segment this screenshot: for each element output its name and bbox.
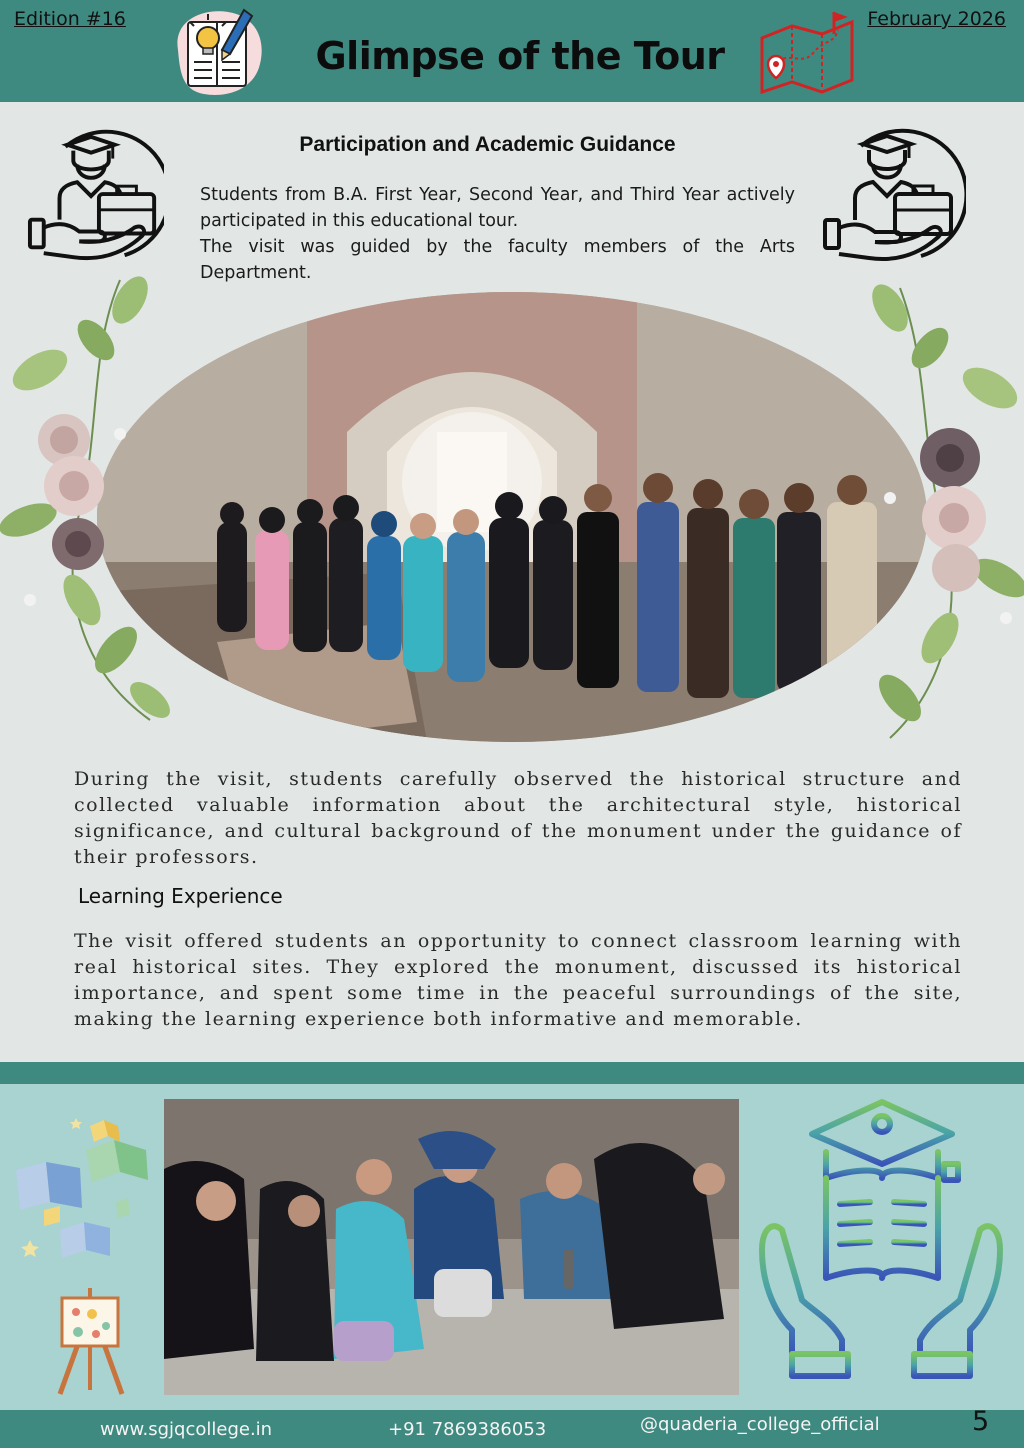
edition-label: Edition #16 — [14, 8, 126, 30]
visit-observation-paragraph: During the visit, students carefully observed the historical structure and collected valuable information about the architectural style, historical significance, and cultural background of the monument under the guidance of their professors. — [74, 768, 962, 868]
learning-heading: Learning Experience — [78, 884, 283, 908]
seated-group-illustration — [164, 1099, 739, 1395]
intro-guidance: The visit was guided by the faculty members of the Arts Department. — [200, 237, 795, 283]
page-title: Glimpse of the Tour — [315, 34, 725, 78]
easel-icon — [48, 1284, 134, 1396]
tour-map-icon — [752, 8, 860, 98]
group-photo-illustration — [97, 292, 927, 742]
seated-group-photo — [164, 1099, 739, 1395]
phone-number: +91 7869386053 — [388, 1419, 547, 1440]
intro-participation: Students from B.A. First Year, Second Year, and Third Year actively participated in this educational tour. — [200, 185, 795, 231]
graduate-guidance-icon — [816, 128, 966, 268]
floral-decoration-right — [860, 278, 1024, 748]
page-number: 5 — [972, 1406, 990, 1437]
graduate-guidance-icon — [26, 128, 164, 268]
learning-paragraph: The visit offered students an opportunity to connect classroom learning with real historical sites. They explored the monument, discussed its historical importance, and spent some time in the peaceful surroundings of the site, making the learning experience both informative and memorable. — [74, 930, 962, 1030]
intro-text — [200, 182, 795, 286]
issue-month: February 2026 — [867, 8, 1006, 30]
idea-notebook-icon — [168, 0, 268, 100]
education-hands-icon — [752, 1094, 1010, 1384]
social-handle[interactable]: @quaderia_college_official — [640, 1414, 880, 1435]
group-photo — [97, 292, 927, 742]
floral-decoration-left — [0, 270, 170, 730]
books-icon — [10, 1110, 160, 1270]
website-link[interactable]: www.sgjqcollege.in — [100, 1419, 273, 1440]
section-heading: Participation and Academic Guidance — [299, 133, 676, 156]
divider-bar — [0, 1062, 1024, 1084]
